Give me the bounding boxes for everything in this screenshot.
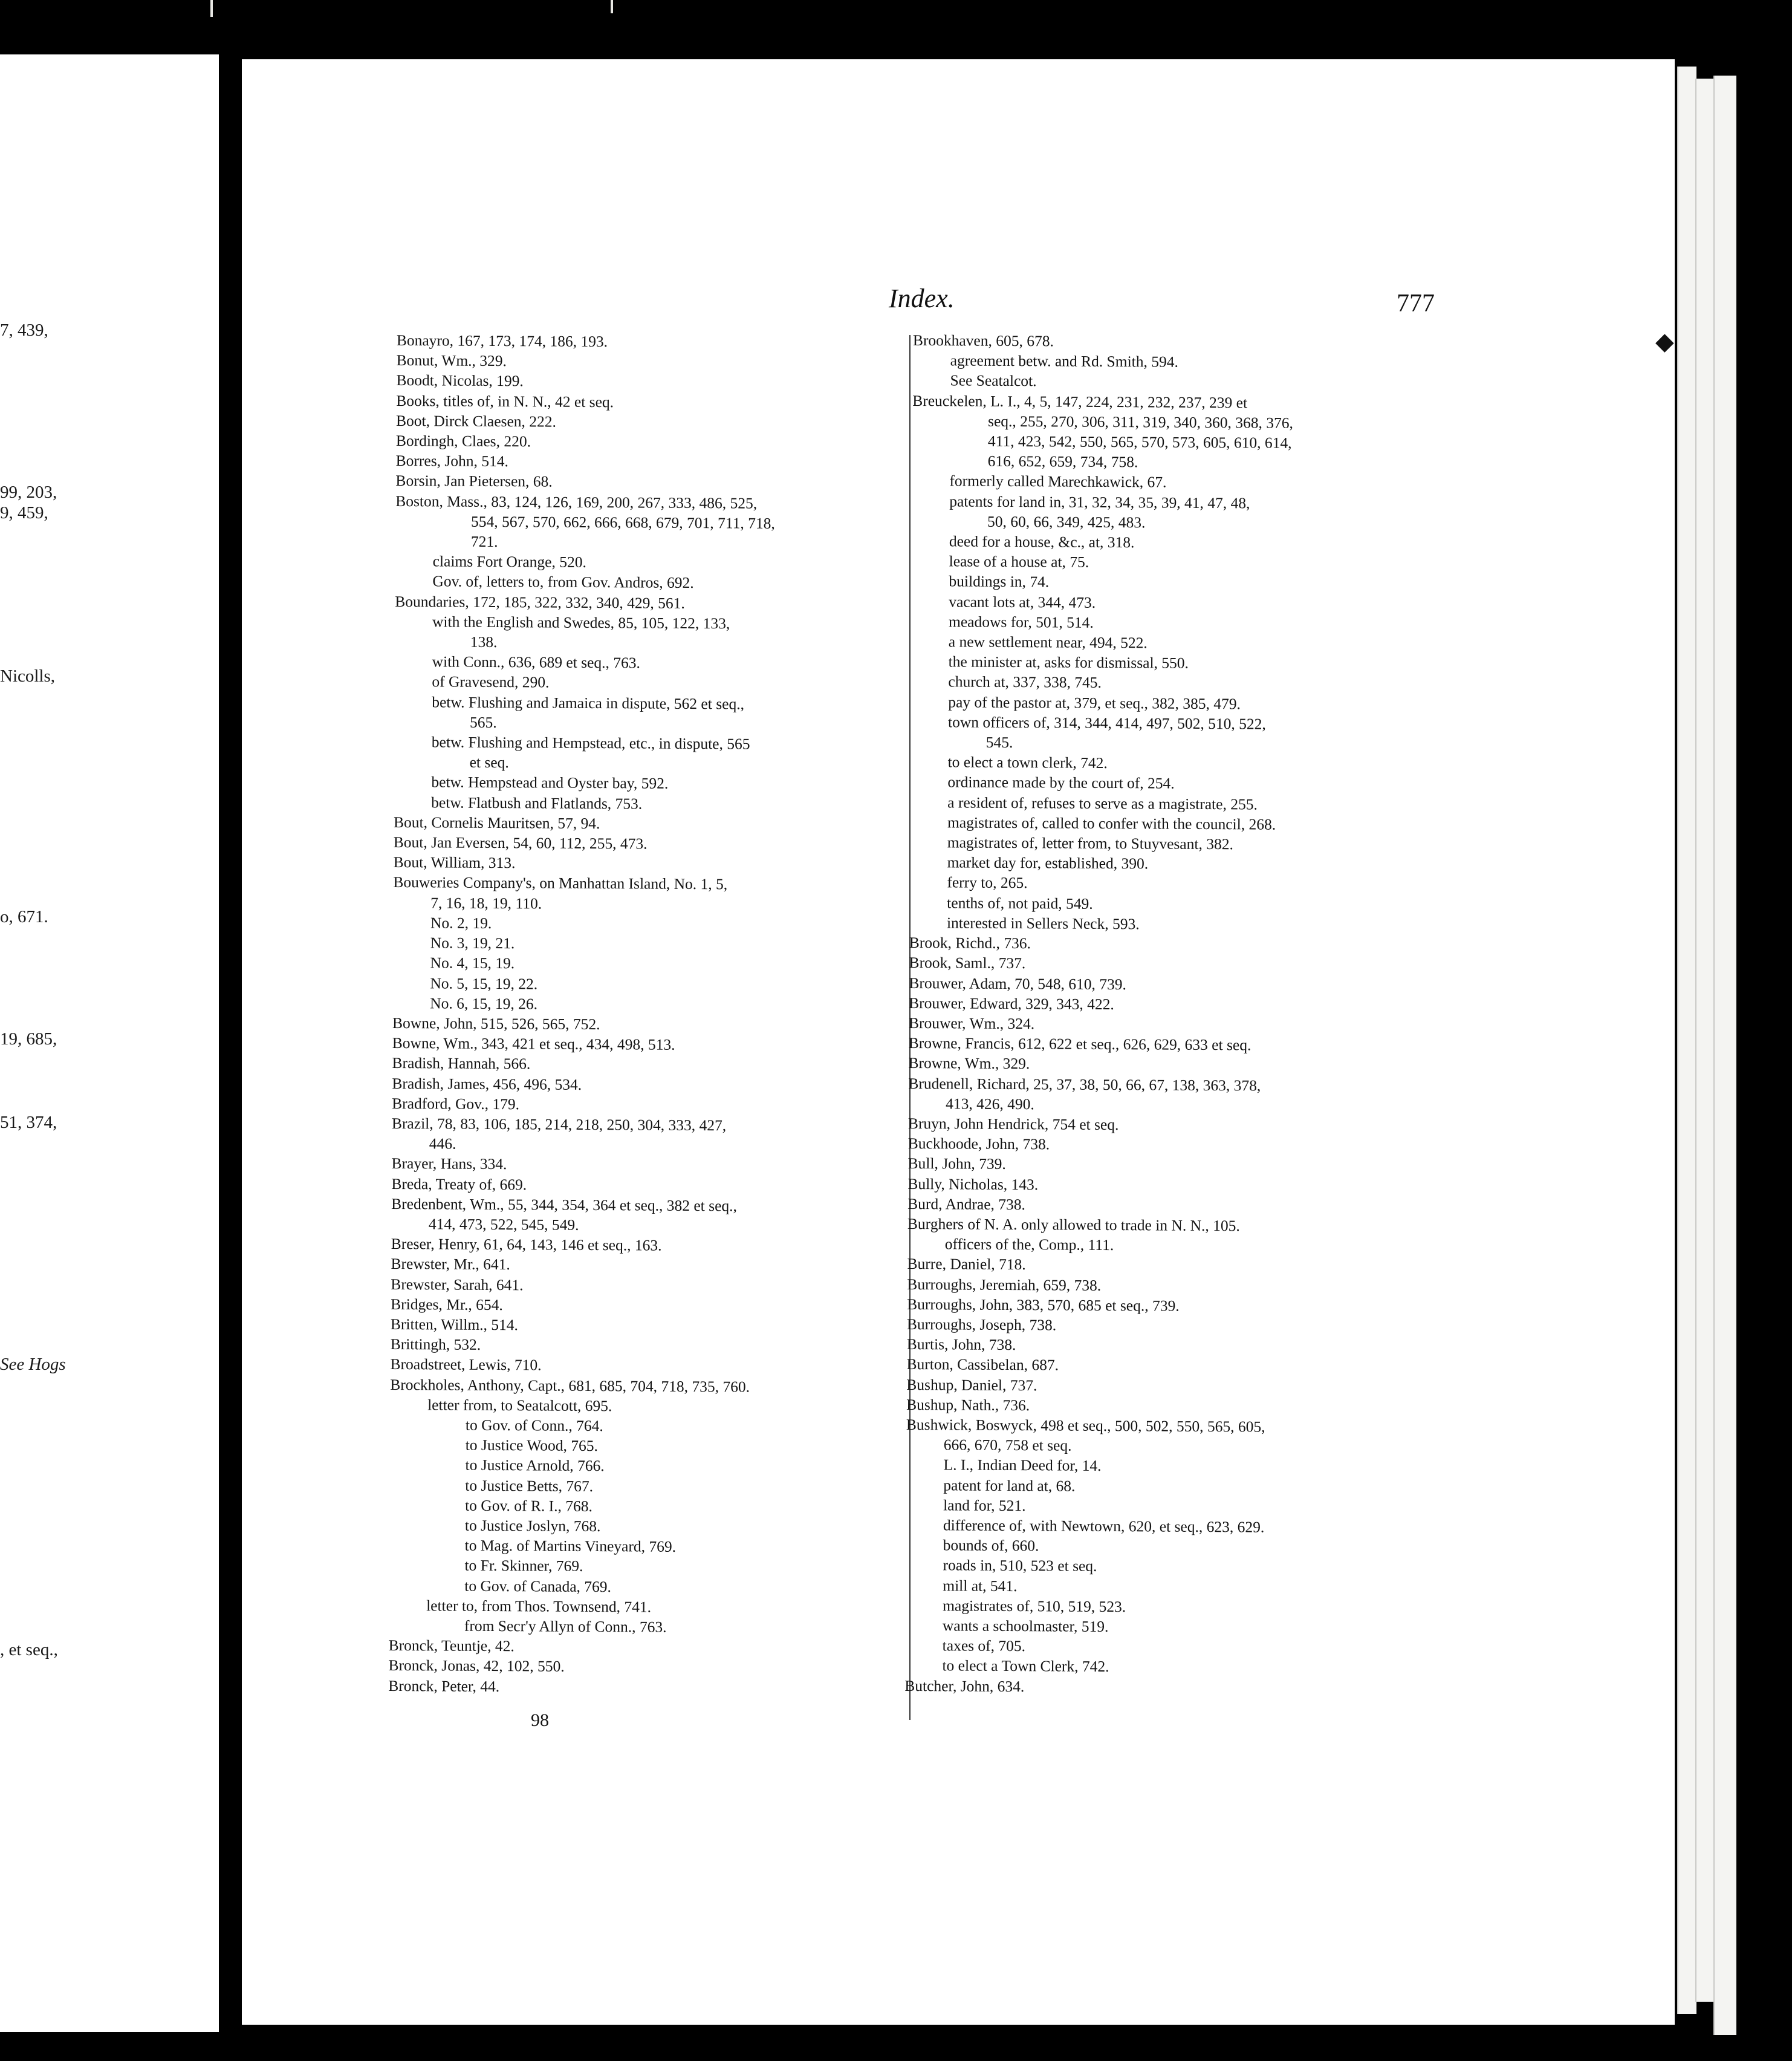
running-title: Index. — [889, 284, 955, 313]
index-entry: Bonayro, 167, 173, 174, 186, 193. — [396, 331, 608, 351]
index-entry: 414, 473, 522, 545, 549. — [428, 1215, 579, 1234]
index-entry: 138. — [470, 633, 498, 651]
index-entry: formerly called Marechkawick, 67. — [949, 472, 1167, 491]
index-entry: Bonut, Wm., 329. — [396, 351, 507, 370]
scan-mark — [210, 0, 213, 17]
page-edge — [1695, 79, 1715, 2002]
index-entry: of Gravesend, 290. — [432, 672, 550, 692]
index-entry: betw. Flushing and Hempstead, etc., in dispute, 565 — [431, 733, 750, 753]
page-edge — [1713, 76, 1736, 2035]
left-page-text: 7, 439, — [0, 321, 48, 340]
index-entry: Butcher, John, 634. — [904, 1676, 1025, 1695]
index-entry: ferry to, 265. — [947, 873, 1028, 892]
index-entry: to elect a Town Clerk, 742. — [942, 1656, 1109, 1676]
index-entry: roads in, 510, 523 et seq. — [943, 1556, 1097, 1575]
index-entry: deed for a house, &c., at, 318. — [949, 532, 1135, 552]
index-entry: Books, titles of, in N. N., 42 et seq. — [396, 391, 614, 411]
index-entry: meadows for, 501, 514. — [948, 613, 1094, 631]
index-entry: Broadstreet, Lewis, 710. — [390, 1355, 542, 1374]
index-entry: Gov. of, letters to, from Gov. Andros, 692. — [432, 572, 694, 592]
index-entry: 545. — [985, 733, 1013, 752]
index-entry: Burghers of N. A. only allowed to trade in N. N., 105. — [907, 1214, 1240, 1235]
index-entry: Bushup, Nath., 736. — [906, 1395, 1030, 1414]
index-entry: tenths of, not paid, 549. — [947, 894, 1093, 913]
index-entry: Brookhaven, 605, 678. — [912, 331, 1054, 350]
index-entry: interested in Sellers Neck, 593. — [946, 914, 1140, 933]
index-entry: Boston, Mass., 83, 124, 126, 169, 200, 267, 333, 486, 525, — [395, 492, 758, 512]
index-entry: Bull, John, 739. — [907, 1154, 1006, 1173]
left-page-text: 99, 203, — [0, 483, 57, 502]
index-entry: L. I., Indian Deed for, 14. — [943, 1456, 1102, 1475]
index-entry: Brewster, Sarah, 641. — [391, 1275, 524, 1294]
index-entry: Burd, Andrae, 738. — [907, 1194, 1026, 1213]
index-entry: magistrates of, called to confer with the council, 268. — [947, 813, 1276, 833]
left-page-text: Nicolls, — [0, 666, 56, 686]
index-entry: Brockholes, Anthony, Capt., 681, 685, 704, 718, 735, 760. — [390, 1375, 750, 1396]
index-entry: patent for land at, 68. — [943, 1476, 1076, 1495]
index-entry: Bowne, Wm., 343, 421 et seq., 434, 498, 513. — [392, 1034, 675, 1053]
index-entry: to Gov. of Canada, 769. — [464, 1577, 612, 1595]
index-entry: Brittingh, 532. — [390, 1335, 481, 1354]
index-entry: Boodt, Nicolas, 199. — [396, 371, 524, 390]
index-entry: land for, 521. — [943, 1496, 1026, 1514]
signature-mark: 98 — [531, 1710, 549, 1730]
index-entry: Britten, Willm., 514. — [390, 1315, 519, 1334]
index-page — [242, 59, 1675, 2025]
index-entry: to Gov. of Conn., 764. — [465, 1416, 603, 1435]
index-entry: et seq. — [469, 754, 509, 772]
index-entry: No. 6, 15, 19, 26. — [430, 994, 538, 1013]
index-entry: patents for land in, 31, 32, 34, 35, 39, 41, 47, 48, — [949, 492, 1250, 512]
index-entry: Bradish, Hannah, 566. — [392, 1054, 531, 1073]
index-entry: 554, 567, 570, 662, 666, 668, 679, 701, 711, 718, — [470, 512, 775, 532]
index-entry: Burton, Cassibelan, 687. — [906, 1355, 1059, 1374]
index-entry: difference of, with Newtown, 620, et seq., 623, 629. — [943, 1516, 1265, 1536]
index-entry: Borsin, Jan Pietersen, 68. — [395, 472, 553, 491]
index-entry: Brook, Saml., 737. — [909, 954, 1026, 972]
index-entry: mill at, 541. — [943, 1576, 1018, 1595]
index-entry: Bushup, Daniel, 737. — [906, 1375, 1037, 1394]
index-entry: No. 3, 19, 21. — [430, 934, 515, 952]
index-entry: Bredenbent, Wm., 55, 344, 354, 364 et seq., 382 et seq., — [391, 1194, 738, 1215]
index-entry: taxes of, 705. — [942, 1636, 1026, 1655]
index-entry: No. 4, 15, 19. — [430, 954, 515, 972]
index-entry: Burroughs, Jeremiah, 659, 738. — [907, 1275, 1102, 1294]
index-entry: Borres, John, 514. — [395, 452, 509, 470]
index-entry: Brouwer, Adam, 70, 548, 610, 739. — [909, 974, 1126, 993]
index-entry: 50, 60, 66, 349, 425, 483. — [987, 512, 1146, 532]
left-page-text: See Hogs — [0, 1355, 66, 1374]
index-entry: town officers of, 314, 344, 414, 497, 502, 510, 522, — [947, 713, 1266, 733]
page-edge — [1677, 67, 1696, 2014]
index-entry: 411, 423, 542, 550, 565, 570, 573, 605, 610, 614, — [987, 432, 1292, 452]
index-entry: Browne, Wm., 329. — [908, 1054, 1030, 1073]
index-entry: letter to, from Thos. Townsend, 741. — [426, 1597, 652, 1616]
index-entry: Brudenell, Richard, 25, 37, 38, 50, 66, 67, 138, 363, 378, — [908, 1074, 1261, 1095]
index-entry: Breuckelen, L. I., 4, 5, 147, 224, 231, 232, 237, 239 et — [912, 391, 1248, 411]
index-entry: Brazil, 78, 83, 106, 185, 214, 218, 250, 304, 333, 427, — [391, 1114, 727, 1135]
index-entry: a resident of, refuses to serve as a magistrate, 255. — [947, 793, 1258, 813]
index-entry: to Justice Wood, 765. — [465, 1436, 599, 1455]
left-page-text: o, 671. — [0, 907, 48, 926]
index-entry: to Justice Joslyn, 768. — [464, 1516, 601, 1535]
index-entry: vacant lots at, 344, 473. — [949, 593, 1096, 611]
index-entry: 721. — [470, 532, 498, 551]
index-entry: Brook, Richd., 736. — [909, 934, 1031, 952]
index-entry: Bout, William, 313. — [393, 853, 516, 872]
index-entry: Bowne, John, 515, 526, 565, 752. — [392, 1014, 600, 1033]
index-entry: ordinance made by the court of, 254. — [947, 773, 1175, 793]
index-entry: with Conn., 636, 689 et seq., 763. — [432, 653, 640, 672]
index-entry: betw. Flushing and Jamaica in dispute, 562 et seq., — [432, 693, 745, 713]
index-entry: to Justice Betts, 767. — [465, 1476, 594, 1495]
index-entry: Boundaries, 172, 185, 322, 332, 340, 429, 561. — [395, 592, 685, 612]
index-entry: buildings in, 74. — [949, 572, 1050, 591]
index-entry: to elect a town clerk, 742. — [947, 753, 1108, 772]
index-entry: 565. — [469, 713, 497, 731]
index-entry: officers of the, Comp., 111. — [944, 1235, 1114, 1254]
index-entry: Browne, Francis, 612, 622 et seq., 626, 629, 633 et seq. — [908, 1034, 1251, 1054]
index-entry: Bradford, Gov., 179. — [392, 1094, 520, 1113]
index-entry: market day for, established, 390. — [947, 853, 1149, 873]
binding-tab-icon: ◆ — [1655, 328, 1674, 356]
index-entry: Bridges, Mr., 654. — [391, 1295, 503, 1314]
index-entry: claims Fort Orange, 520. — [432, 552, 587, 571]
index-entry: Brayer, Hans, 334. — [391, 1154, 507, 1173]
index-entry: lease of a house at, 75. — [949, 552, 1089, 571]
index-entry: to Fr. Skinner, 769. — [464, 1557, 583, 1575]
index-entry: 7, 16, 18, 19, 110. — [430, 894, 542, 913]
index-entry: Bout, Cornelis Mauritsen, 57, 94. — [393, 813, 600, 832]
index-entry: Breser, Henry, 61, 64, 143, 146 et seq., 163. — [391, 1235, 662, 1254]
index-entry: Bushwick, Boswyck, 498 et seq., 500, 502, 550, 565, 605, — [906, 1415, 1265, 1436]
index-entry: to Mag. of Martins Vineyard, 769. — [464, 1536, 677, 1556]
left-page-text: , et seq., — [0, 1640, 58, 1659]
index-entry: No. 5, 15, 19, 22. — [430, 974, 538, 992]
index-column-left — [388, 330, 898, 1699]
index-entry: Bully, Nicholas, 143. — [907, 1174, 1039, 1193]
index-entry: Bronck, Jonas, 42, 102, 550. — [388, 1656, 565, 1676]
index-entry: wants a schoolmaster, 519. — [942, 1617, 1109, 1636]
index-entry: a new settlement near, 494, 522. — [948, 633, 1148, 652]
index-column-right — [904, 330, 1400, 1699]
index-entry: Bradish, James, 456, 496, 534. — [392, 1074, 582, 1093]
index-entry: Buckhoode, John, 738. — [907, 1135, 1050, 1153]
index-entry: letter from, to Seatalcott, 695. — [427, 1396, 612, 1415]
index-entry: pay of the pastor at, 379, et seq., 382, 385, 479. — [948, 693, 1241, 712]
index-entry: 413, 426, 490. — [946, 1095, 1034, 1113]
index-entry: Burroughs, Joseph, 738. — [906, 1315, 1057, 1334]
left-page-fragment — [0, 54, 219, 2032]
index-entry: Boot, Dirck Claesen, 222. — [395, 411, 557, 431]
index-entry: Brouwer, Edward, 329, 343, 422. — [909, 994, 1114, 1013]
index-entry: betw. Flatbush and Flatlands, 753. — [431, 793, 643, 813]
index-entry: agreement betw. and Rd. Smith, 594. — [950, 351, 1179, 371]
index-entry: Brewster, Mr., 641. — [391, 1255, 510, 1274]
index-entry: Burtis, John, 738. — [906, 1335, 1016, 1354]
index-entry: Burre, Daniel, 718. — [907, 1255, 1026, 1274]
index-entry: from Secr'y Allyn of Conn., 763. — [464, 1617, 667, 1636]
index-entry: to Justice Arnold, 766. — [465, 1456, 605, 1475]
left-page-text: 9, 459, — [0, 503, 48, 523]
index-entry: Burroughs, John, 383, 570, 685 et seq., 739. — [907, 1295, 1180, 1315]
index-entry: church at, 337, 338, 745. — [948, 672, 1102, 692]
index-entry: to Gov. of R. I., 768. — [465, 1496, 593, 1515]
index-entry: magistrates of, 510, 519, 523. — [943, 1597, 1126, 1615]
index-entry: 446. — [429, 1135, 456, 1153]
index-entry: Bordingh, Claes, 220. — [395, 432, 531, 451]
scan-mark — [611, 0, 613, 13]
index-entry: Breda, Treaty of, 669. — [391, 1174, 527, 1193]
index-entry: bounds of, 660. — [943, 1536, 1039, 1555]
index-entry: magistrates of, letter from, to Stuyvesant, 382. — [947, 833, 1233, 853]
index-entry: Bronck, Peter, 44. — [388, 1676, 500, 1695]
index-entry: seq., 255, 270, 306, 311, 319, 340, 360, 368, 376, — [987, 412, 1293, 432]
left-page-text: 19, 685, — [0, 1029, 57, 1049]
index-entry: See Seatalcot. — [950, 371, 1037, 390]
index-entry: Bronck, Teuntje, 42. — [388, 1636, 515, 1655]
index-entry: 666, 670, 758 et seq. — [943, 1436, 1072, 1454]
index-entry: Bruyn, John Hendrick, 754 et seq. — [907, 1114, 1119, 1134]
index-entry: No. 2, 19. — [430, 914, 492, 932]
index-entry: Brouwer, Wm., 324. — [908, 1014, 1035, 1033]
index-entry: Bouweries Company's, on Manhattan Island, No. 1, 5, — [393, 873, 728, 893]
left-page-text: 51, 374, — [0, 1113, 57, 1132]
index-entry: the minister at, asks for dismissal, 550. — [948, 653, 1189, 672]
index-entry: with the English and Swedes, 85, 105, 122, 133, — [432, 613, 730, 633]
index-entry: betw. Hempstead and Oyster bay, 592. — [431, 773, 669, 793]
index-entry: 616, 652, 659, 734, 758. — [987, 452, 1138, 471]
index-entry: Bout, Jan Eversen, 54, 60, 112, 255, 473. — [393, 833, 648, 853]
page-number: 777 — [1397, 290, 1435, 317]
